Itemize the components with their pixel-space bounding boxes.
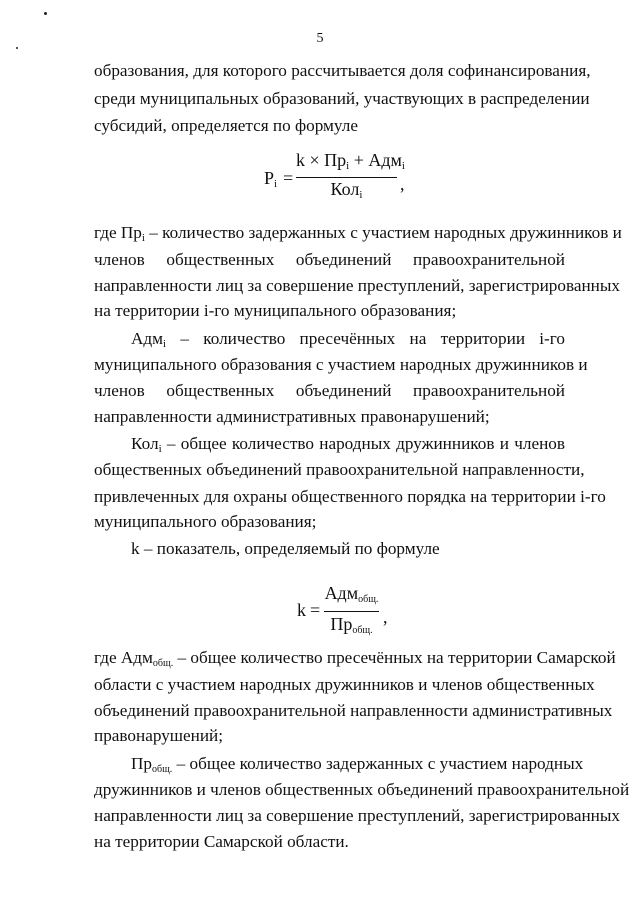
fraction-bar [296,177,397,178]
body-text-line: правонарушений; [94,726,224,745]
formula-fraction [324,583,379,635]
formula-equals: = [310,600,321,620]
formula-denominator: Кол$_i$ [330,179,363,201]
formula-comma: , [400,174,405,194]
body-text-line: на территории Самарской области. [94,832,349,851]
formula-lhs: $P_i$ [264,168,278,190]
formula-equals: = [283,168,294,188]
body-text-line: $Пр_{общ.}$ – общее количество задержанных с участием народных [131,754,584,775]
body-text-line: муниципального образования; [94,512,317,531]
page-number: 5 [316,31,324,46]
formula-comma: , [383,607,388,627]
formula-numerator: $k \times Пр_i + Адм_i$ [296,150,405,172]
fraction-bar [324,611,379,612]
body-text-line: образования, для которого рассчитывается доля софинансирования, [94,61,591,80]
formula-denominator: $Пр_{общ.}$ [330,614,373,636]
body-text-line: членов общественных объединений правоохранительной [94,381,565,400]
formula-lhs: k [297,600,306,620]
body-text-line: направленности лиц за совершение преступлений, зарегистрированных [94,276,621,295]
body-text-line: среди муниципальных образований, участвующих в распределении [94,89,590,108]
body-text-line: области с участием народных дружинников и членов общественных [94,675,595,694]
body-text-line: Кол$_i$ – общее количество народных дружинников и членов [131,434,565,455]
body-text-line: объединений правоохранительной направленности административных [94,701,613,720]
body-text-line: направленности лиц за совершение преступлений, зарегистрированных [94,806,621,825]
body-text-line: на территории i-го муниципального образования; [94,301,457,320]
body-text-line: Адм$_i$ – количество пресечённых на территории i-го [131,329,565,350]
scan-speck [16,47,18,49]
body-text-line: направленности административных правонарушений; [94,407,490,426]
body-text-line: где $Пр_i$ – количество задержанных с участием народных дружинников и [94,223,622,244]
body-text-line: общественных объединений правоохранительной направленности, [94,460,585,479]
body-text-line: субсидий, определяется по формуле [94,116,358,135]
formula-numerator: Адм$_{общ.}$ [324,583,379,605]
formula-fraction [296,150,405,202]
body-text-line: муниципального образования с участием народных дружинников и [94,355,588,374]
body-text-line: где Адм$_{общ.}$ – общее количество пресечённых на территории Самарской [94,648,616,669]
body-text-line: дружинников и членов общественных объединений правоохранительной [94,780,630,799]
scan-speck [44,12,47,15]
body-text-line: привлеченных для охраны общественного порядка на территории i-го [94,487,606,506]
body-text-line: членов общественных объединений правоохранительной [94,250,565,269]
body-text-line: k – показатель, определяемый по формуле [131,539,440,558]
